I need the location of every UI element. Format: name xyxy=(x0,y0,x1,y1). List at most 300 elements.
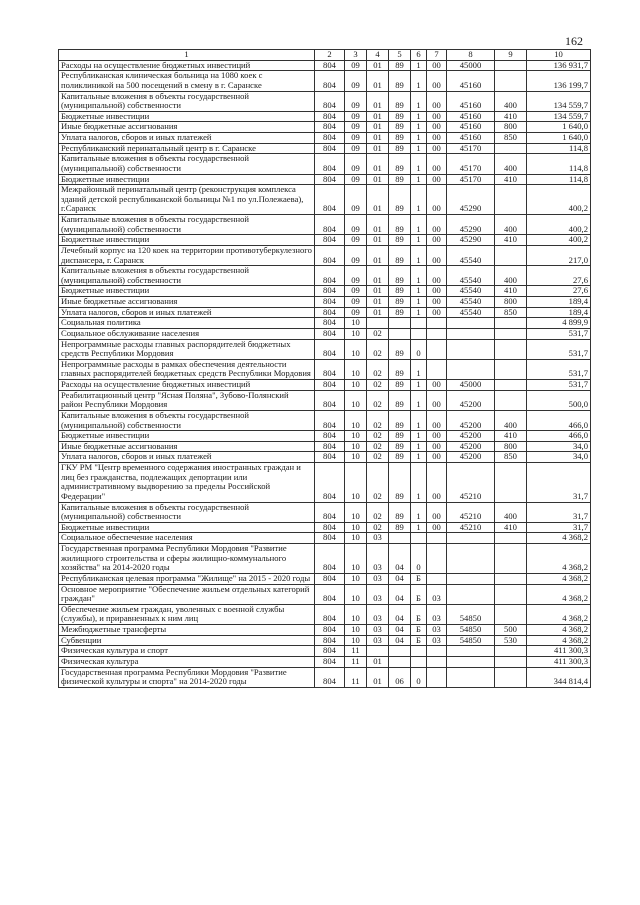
row-code-cell: 10 xyxy=(345,380,367,391)
row-code-cell: 1 xyxy=(411,441,427,452)
table-row xyxy=(59,635,591,646)
row-code-cell: 03 xyxy=(427,625,447,636)
row-code-cell: 410 xyxy=(495,174,527,185)
row-code-cell xyxy=(495,390,527,410)
row-code-cell: 45540 xyxy=(447,297,495,308)
row-code-cell: 89 xyxy=(389,441,411,452)
row-name-cell: Бюджетные инвестиции xyxy=(59,522,315,533)
row-code-cell: 804 xyxy=(315,573,345,584)
table-row xyxy=(59,133,591,144)
table-row xyxy=(59,380,591,391)
row-sum-cell: 4 368,2 xyxy=(527,584,591,604)
table-row xyxy=(59,502,591,522)
table-row xyxy=(59,297,591,308)
row-code-cell xyxy=(495,185,527,215)
row-code-cell: 09 xyxy=(345,297,367,308)
row-name-cell: Межбюджетные трансферты xyxy=(59,625,315,636)
table-body xyxy=(59,60,591,687)
row-code-cell: 45160 xyxy=(447,91,495,111)
table-row xyxy=(59,215,591,235)
row-code-cell: 1 xyxy=(411,410,427,430)
row-sum-cell: 400,2 xyxy=(527,185,591,215)
row-code-cell: 804 xyxy=(315,635,345,646)
row-name-cell: Социальная политика xyxy=(59,318,315,329)
row-code-cell: 89 xyxy=(389,111,411,122)
row-code-cell: 02 xyxy=(367,328,389,339)
row-name-cell: Иные бюджетные ассигнования xyxy=(59,441,315,452)
row-code-cell: 45000 xyxy=(447,380,495,391)
row-code-cell: 1 xyxy=(411,452,427,463)
row-code-cell: 02 xyxy=(367,522,389,533)
row-code-cell: 00 xyxy=(427,463,447,503)
row-code-cell: 03 xyxy=(367,635,389,646)
row-code-cell: 804 xyxy=(315,463,345,503)
table-row xyxy=(59,533,591,544)
row-code-cell xyxy=(495,604,527,624)
row-code-cell: 1 xyxy=(411,380,427,391)
row-code-cell: 1 xyxy=(411,266,427,286)
table-row xyxy=(59,318,591,329)
table-row xyxy=(59,452,591,463)
row-code-cell: 09 xyxy=(345,266,367,286)
row-code-cell: 00 xyxy=(427,431,447,442)
row-code-cell: 10 xyxy=(345,441,367,452)
row-code-cell: 09 xyxy=(345,286,367,297)
row-code-cell: 00 xyxy=(427,91,447,111)
row-code-cell: 10 xyxy=(345,463,367,503)
row-code-cell: 89 xyxy=(389,91,411,111)
row-code-cell: 410 xyxy=(495,111,527,122)
row-code-cell: 89 xyxy=(389,307,411,318)
row-code-cell: 1 xyxy=(411,297,427,308)
row-code-cell: 89 xyxy=(389,452,411,463)
row-code-cell: 804 xyxy=(315,522,345,533)
row-code-cell: 804 xyxy=(315,452,345,463)
row-sum-cell: 531,7 xyxy=(527,380,591,391)
row-code-cell: 01 xyxy=(367,286,389,297)
row-code-cell: 45170 xyxy=(447,174,495,185)
row-name-cell: Иные бюджетные ассигнования xyxy=(59,122,315,133)
table-row xyxy=(59,122,591,133)
row-code-cell: 10 xyxy=(345,318,367,329)
table-row xyxy=(59,431,591,442)
row-code-cell: 02 xyxy=(367,431,389,442)
row-code-cell: 45210 xyxy=(447,502,495,522)
table-row xyxy=(59,584,591,604)
row-code-cell: 89 xyxy=(389,154,411,174)
row-name-cell: Социальное обслуживание населения xyxy=(59,328,315,339)
column-header: 4 xyxy=(367,50,389,61)
row-sum-cell: 411 300,3 xyxy=(527,646,591,657)
row-name-cell: Бюджетные инвестиции xyxy=(59,174,315,185)
row-code-cell: 45200 xyxy=(447,390,495,410)
column-header: 2 xyxy=(315,50,345,61)
row-code-cell: 1 xyxy=(411,122,427,133)
row-code-cell: 410 xyxy=(495,522,527,533)
row-code-cell xyxy=(427,646,447,657)
row-code-cell: 89 xyxy=(389,380,411,391)
row-code-cell: 804 xyxy=(315,307,345,318)
row-code-cell: 01 xyxy=(367,656,389,667)
row-code-cell: 45210 xyxy=(447,522,495,533)
row-code-cell: 1 xyxy=(411,174,427,185)
row-code-cell: 800 xyxy=(495,297,527,308)
row-name-cell: Физическая культура и спорт xyxy=(59,646,315,657)
row-code-cell: 01 xyxy=(367,60,389,71)
row-sum-cell: 34,0 xyxy=(527,441,591,452)
table-row xyxy=(59,625,591,636)
row-sum-cell: 31,7 xyxy=(527,502,591,522)
row-code-cell: 00 xyxy=(427,380,447,391)
row-code-cell: 800 xyxy=(495,441,527,452)
table-row xyxy=(59,656,591,667)
column-header: 9 xyxy=(495,50,527,61)
row-code-cell xyxy=(411,533,427,544)
table-row xyxy=(59,154,591,174)
row-code-cell: 89 xyxy=(389,410,411,430)
row-code-cell: 01 xyxy=(367,235,389,246)
row-sum-cell: 1 640,0 xyxy=(527,133,591,144)
row-code-cell: 804 xyxy=(315,667,345,687)
row-code-cell: 09 xyxy=(345,71,367,91)
row-code-cell: 54850 xyxy=(447,625,495,636)
row-code-cell: 02 xyxy=(367,452,389,463)
row-code-cell xyxy=(495,646,527,657)
table-row xyxy=(59,441,591,452)
row-code-cell: 01 xyxy=(367,307,389,318)
row-code-cell: 00 xyxy=(427,245,447,265)
row-code-cell: Б xyxy=(411,625,427,636)
row-sum-cell: 134 559,7 xyxy=(527,91,591,111)
row-code-cell xyxy=(495,380,527,391)
row-code-cell: 45200 xyxy=(447,431,495,442)
table-row xyxy=(59,328,591,339)
row-code-cell: 01 xyxy=(367,297,389,308)
row-code-cell: 00 xyxy=(427,390,447,410)
row-code-cell: 89 xyxy=(389,502,411,522)
column-header: 8 xyxy=(447,50,495,61)
row-sum-cell: 411 300,3 xyxy=(527,656,591,667)
table-row xyxy=(59,359,591,379)
row-sum-cell: 34,0 xyxy=(527,452,591,463)
row-code-cell: 804 xyxy=(315,286,345,297)
row-code-cell: 1 xyxy=(411,185,427,215)
row-code-cell: 45200 xyxy=(447,410,495,430)
row-code-cell: 45160 xyxy=(447,122,495,133)
row-name-cell: Расходы на осуществление бюджетных инвестиций xyxy=(59,60,315,71)
row-sum-cell: 31,7 xyxy=(527,463,591,503)
table-row xyxy=(59,410,591,430)
row-code-cell: 804 xyxy=(315,502,345,522)
row-code-cell: 804 xyxy=(315,297,345,308)
row-code-cell xyxy=(427,667,447,687)
row-name-cell: Бюджетные инвестиции xyxy=(59,431,315,442)
row-code-cell: 410 xyxy=(495,235,527,246)
row-code-cell: 00 xyxy=(427,185,447,215)
row-code-cell: 804 xyxy=(315,431,345,442)
row-code-cell xyxy=(389,656,411,667)
row-name-cell: Государственная программа Республики Мордовия "Развитие жилищного строительства и сферы жилищно-коммунального хозяйства" на 2014-2020 годы xyxy=(59,544,315,574)
row-sum-cell: 27,6 xyxy=(527,266,591,286)
row-code-cell: 1 xyxy=(411,215,427,235)
row-name-cell: Республиканская целевая программа "Жилище" на 2015 - 2020 годы xyxy=(59,573,315,584)
row-code-cell xyxy=(367,318,389,329)
row-name-cell: Обеспечение жильем граждан, уволенных с военной службы (службы), и приравненных к ним лиц xyxy=(59,604,315,624)
row-sum-cell: 4 368,2 xyxy=(527,533,591,544)
page-number: 162 xyxy=(565,34,583,48)
column-header: 10 xyxy=(527,50,591,61)
column-header: 6 xyxy=(411,50,427,61)
row-code-cell: Б xyxy=(411,573,427,584)
row-code-cell: 00 xyxy=(427,60,447,71)
row-code-cell: 11 xyxy=(345,667,367,687)
row-code-cell: 89 xyxy=(389,122,411,133)
row-code-cell: 1 xyxy=(411,502,427,522)
row-sum-cell: 4 368,2 xyxy=(527,625,591,636)
row-code-cell: 09 xyxy=(345,245,367,265)
row-sum-cell: 114,8 xyxy=(527,143,591,154)
row-code-cell: 10 xyxy=(345,339,367,359)
row-code-cell: 03 xyxy=(367,544,389,574)
row-code-cell xyxy=(427,573,447,584)
row-code-cell: 01 xyxy=(367,91,389,111)
column-header: 7 xyxy=(427,50,447,61)
row-code-cell: 804 xyxy=(315,133,345,144)
row-code-cell: 02 xyxy=(367,390,389,410)
row-code-cell: 400 xyxy=(495,215,527,235)
row-code-cell xyxy=(411,646,427,657)
table-row xyxy=(59,604,591,624)
row-code-cell: 03 xyxy=(427,604,447,624)
row-sum-cell: 4 368,2 xyxy=(527,573,591,584)
row-code-cell xyxy=(495,667,527,687)
row-code-cell: 804 xyxy=(315,91,345,111)
row-code-cell: 89 xyxy=(389,245,411,265)
row-name-cell: Капитальные вложения в объекты государственной (муниципальной) собственности xyxy=(59,215,315,235)
row-code-cell: 45210 xyxy=(447,463,495,503)
row-code-cell: 804 xyxy=(315,174,345,185)
row-code-cell: 00 xyxy=(427,143,447,154)
table-row xyxy=(59,339,591,359)
row-sum-cell: 114,8 xyxy=(527,174,591,185)
row-code-cell: 04 xyxy=(389,604,411,624)
column-header: 1 xyxy=(59,50,315,61)
row-code-cell xyxy=(427,533,447,544)
row-code-cell: 89 xyxy=(389,185,411,215)
row-sum-cell: 114,8 xyxy=(527,154,591,174)
row-code-cell: 11 xyxy=(345,656,367,667)
row-sum-cell: 400,2 xyxy=(527,215,591,235)
row-code-cell xyxy=(389,318,411,329)
row-code-cell: 1 xyxy=(411,133,427,144)
row-code-cell: 00 xyxy=(427,452,447,463)
row-code-cell: 804 xyxy=(315,122,345,133)
row-code-cell xyxy=(447,573,495,584)
row-sum-cell: 31,7 xyxy=(527,522,591,533)
row-code-cell: 1 xyxy=(411,235,427,246)
row-code-cell: 800 xyxy=(495,122,527,133)
row-code-cell: 804 xyxy=(315,390,345,410)
row-name-cell: Уплата налогов, сборов и иных платежей xyxy=(59,133,315,144)
row-code-cell: 400 xyxy=(495,91,527,111)
row-code-cell: 03 xyxy=(427,584,447,604)
row-code-cell: 804 xyxy=(315,584,345,604)
row-code-cell: 804 xyxy=(315,533,345,544)
row-code-cell: 804 xyxy=(315,339,345,359)
row-code-cell: 03 xyxy=(367,584,389,604)
row-code-cell: 10 xyxy=(345,522,367,533)
row-name-cell: Капитальные вложения в объекты государственной (муниципальной) собственности xyxy=(59,410,315,430)
row-code-cell: 1 xyxy=(411,286,427,297)
row-code-cell: 45200 xyxy=(447,452,495,463)
row-code-cell: 10 xyxy=(345,410,367,430)
row-code-cell xyxy=(389,328,411,339)
row-name-cell: ГКУ РМ "Центр временного содержания иностранных граждан и лиц без гражданства, подлежащих депортации или административному выдворению за пределы Российской Федерации" xyxy=(59,463,315,503)
row-code-cell: 01 xyxy=(367,143,389,154)
row-code-cell xyxy=(427,318,447,329)
row-code-cell: 89 xyxy=(389,60,411,71)
row-name-cell: Социальное обеспечение населения xyxy=(59,533,315,544)
row-code-cell: 01 xyxy=(367,111,389,122)
table-row xyxy=(59,463,591,503)
row-code-cell: 10 xyxy=(345,502,367,522)
row-name-cell: Межрайонный перинатальный центр (реконструкция комплекса зданий детской республиканской больницы №1 по ул.Полежаева), г.Саранск xyxy=(59,185,315,215)
row-code-cell: Б xyxy=(411,635,427,646)
row-code-cell: 804 xyxy=(315,60,345,71)
table-row xyxy=(59,286,591,297)
row-sum-cell: 466,0 xyxy=(527,431,591,442)
row-code-cell xyxy=(495,533,527,544)
row-code-cell: 01 xyxy=(367,71,389,91)
row-code-cell: 804 xyxy=(315,154,345,174)
row-code-cell: 45540 xyxy=(447,245,495,265)
row-sum-cell: 1 640,0 xyxy=(527,122,591,133)
row-code-cell: 00 xyxy=(427,297,447,308)
row-code-cell: 804 xyxy=(315,625,345,636)
row-code-cell xyxy=(427,328,447,339)
row-code-cell: 09 xyxy=(345,122,367,133)
row-code-cell: 10 xyxy=(345,573,367,584)
row-code-cell: 804 xyxy=(315,604,345,624)
row-code-cell: 00 xyxy=(427,410,447,430)
row-code-cell: 00 xyxy=(427,122,447,133)
row-code-cell xyxy=(427,359,447,379)
row-code-cell: 03 xyxy=(367,604,389,624)
row-sum-cell: 134 559,7 xyxy=(527,111,591,122)
row-code-cell: 09 xyxy=(345,143,367,154)
table-row xyxy=(59,185,591,215)
row-code-cell: 10 xyxy=(345,584,367,604)
row-code-cell: 804 xyxy=(315,359,345,379)
row-code-cell: 1 xyxy=(411,522,427,533)
row-code-cell xyxy=(495,328,527,339)
row-name-cell: Капитальные вложения в объекты государственной (муниципальной) собственности xyxy=(59,91,315,111)
row-code-cell: 01 xyxy=(367,122,389,133)
row-code-cell: 01 xyxy=(367,266,389,286)
row-code-cell: 01 xyxy=(367,245,389,265)
row-code-cell: 400 xyxy=(495,502,527,522)
table-row xyxy=(59,307,591,318)
row-code-cell: 500 xyxy=(495,625,527,636)
row-name-cell: Непрограммные расходы главных распорядителей бюджетных средств Республики Мордовия xyxy=(59,339,315,359)
row-code-cell: 02 xyxy=(367,339,389,359)
row-code-cell: 00 xyxy=(427,133,447,144)
row-code-cell: 09 xyxy=(345,154,367,174)
row-code-cell: 02 xyxy=(367,359,389,379)
row-sum-cell: 217,0 xyxy=(527,245,591,265)
row-code-cell: 00 xyxy=(427,174,447,185)
table-row xyxy=(59,111,591,122)
row-code-cell: 03 xyxy=(367,533,389,544)
row-code-cell: 89 xyxy=(389,286,411,297)
row-code-cell: 1 xyxy=(411,111,427,122)
row-code-cell: 10 xyxy=(345,431,367,442)
row-name-cell: Иные бюджетные ассигнования xyxy=(59,297,315,308)
row-name-cell: Бюджетные инвестиции xyxy=(59,235,315,246)
row-code-cell xyxy=(495,143,527,154)
row-code-cell: 45290 xyxy=(447,235,495,246)
table-row xyxy=(59,71,591,91)
row-code-cell: 45540 xyxy=(447,286,495,297)
row-sum-cell: 531,7 xyxy=(527,339,591,359)
row-code-cell: 00 xyxy=(427,307,447,318)
row-code-cell: 00 xyxy=(427,154,447,174)
row-code-cell: 804 xyxy=(315,441,345,452)
row-code-cell: 410 xyxy=(495,431,527,442)
row-code-cell: 804 xyxy=(315,318,345,329)
row-code-cell: 09 xyxy=(345,185,367,215)
row-code-cell: 09 xyxy=(345,133,367,144)
row-code-cell: 09 xyxy=(345,91,367,111)
row-code-cell: 1 xyxy=(411,60,427,71)
row-code-cell: 04 xyxy=(389,573,411,584)
row-code-cell: 530 xyxy=(495,635,527,646)
row-code-cell xyxy=(447,339,495,359)
row-code-cell: 09 xyxy=(345,174,367,185)
row-code-cell: 09 xyxy=(345,215,367,235)
row-code-cell: 400 xyxy=(495,154,527,174)
row-code-cell: 1 xyxy=(411,390,427,410)
row-code-cell: 02 xyxy=(367,410,389,430)
row-code-cell: 10 xyxy=(345,544,367,574)
row-code-cell: 10 xyxy=(345,359,367,379)
row-name-cell: Капитальные вложения в объекты государственной (муниципальной) собственности xyxy=(59,154,315,174)
row-code-cell: 04 xyxy=(389,584,411,604)
row-code-cell: 45170 xyxy=(447,154,495,174)
row-code-cell: 804 xyxy=(315,544,345,574)
row-code-cell: 00 xyxy=(427,111,447,122)
row-code-cell: 400 xyxy=(495,266,527,286)
row-code-cell: 10 xyxy=(345,625,367,636)
row-code-cell: 10 xyxy=(345,635,367,646)
table-row xyxy=(59,174,591,185)
row-code-cell: 01 xyxy=(367,185,389,215)
row-code-cell: 00 xyxy=(427,441,447,452)
row-code-cell: 804 xyxy=(315,215,345,235)
row-sum-cell: 136 199,7 xyxy=(527,71,591,91)
row-code-cell: 00 xyxy=(427,71,447,91)
row-code-cell: 02 xyxy=(367,380,389,391)
row-sum-cell: 500,0 xyxy=(527,390,591,410)
row-code-cell xyxy=(495,359,527,379)
row-code-cell: 89 xyxy=(389,431,411,442)
row-code-cell: 850 xyxy=(495,133,527,144)
row-name-cell: Субвенции xyxy=(59,635,315,646)
row-code-cell xyxy=(495,245,527,265)
row-code-cell: 00 xyxy=(427,522,447,533)
row-code-cell: 04 xyxy=(389,635,411,646)
row-code-cell: 850 xyxy=(495,307,527,318)
